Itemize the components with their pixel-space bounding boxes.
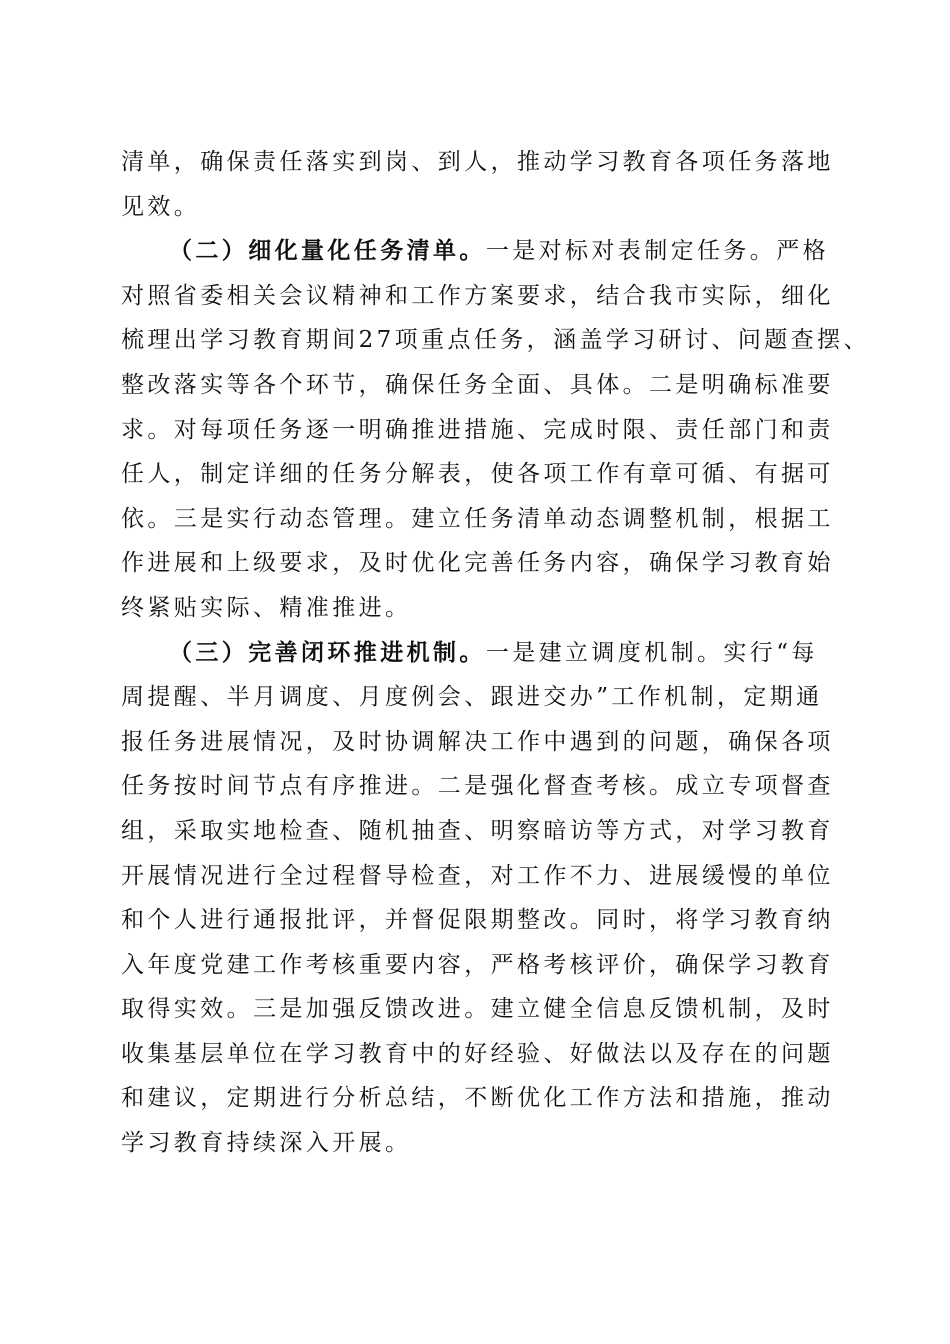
section-heading-2: （二）细化量化任务清单。	[169, 237, 486, 265]
text-line	[121, 631, 829, 676]
text-line: 任人，制定详细的任务分解表，使各项工作有章可循、有据可	[121, 461, 834, 488]
text-line: 对照省委相关会议精神和工作方案要求，结合我市实际，细化	[121, 282, 834, 309]
text-line: 组，采取实地检查、随机抽查、明察暗访等方式，对学习教育	[121, 817, 834, 844]
document-body	[121, 140, 870, 1166]
section-heading-3: （三）完善闭环推进机制。	[169, 638, 486, 666]
text-line: 清单，确保责任落实到岗、到人，推动学习教育各项任务落地	[121, 149, 834, 175]
text-line: 入年度党建工作考核重要内容，严格考核评价，确保学习教育	[121, 951, 834, 978]
text-line: 依。三是实行动态管理。建立任务清单动态调整机制，根据工	[121, 505, 834, 532]
text-line: 取得实效。三是加强反馈改进。建立健全信息反馈机制，及时	[121, 996, 834, 1023]
text-line-rest: 一是建立调度机制。实行“每	[485, 639, 818, 666]
paragraph-2	[121, 229, 870, 630]
text-line-rest: 一是对标对表制定任务。严格	[485, 238, 830, 265]
text-line: 开展情况进行全过程督导检查，对工作不力、进展缓慢的单位	[121, 862, 834, 889]
text-line: 周提醒、半月调度、月度例会、跟进交办”工作机制，定期通	[121, 684, 823, 711]
text-line: 求。对每项任务逐一明确推进措施、完成时限、责任部门和责	[121, 416, 834, 443]
text-line: 梳理出学习教育期间27项重点任务，涵盖学习研讨、问题查摆、	[121, 327, 870, 354]
text-line: 终紧贴实际、精准推进。	[121, 594, 412, 621]
text-line: 报任务进展情况，及时协调解决工作中遇到的问题，确保各项	[121, 728, 834, 755]
text-line: 整改落实等各个环节，确保任务全面、具体。二是明确标准要	[121, 371, 834, 398]
paragraph-1	[121, 140, 834, 229]
text-line: 学习教育持续深入开展。	[121, 1130, 412, 1157]
text-line: 收集基层单位在学习教育中的好经验、好做法以及存在的问题	[121, 1040, 834, 1067]
text-line: 和个人进行通报批评，并督促限期整改。同时，将学习教育纳	[121, 907, 834, 934]
text-line: 和建议，定期进行分析总结，不断优化工作方法和措施，推动	[121, 1085, 834, 1112]
text-line: 作进展和上级要求，及时优化完善任务内容，确保学习教育始	[121, 550, 834, 577]
text-line	[121, 229, 829, 274]
text-line: 见效。	[121, 193, 201, 220]
paragraph-3	[121, 631, 834, 1166]
text-line: 任务按时间节点有序推进。二是强化督查考核。成立专项督查	[121, 773, 834, 800]
